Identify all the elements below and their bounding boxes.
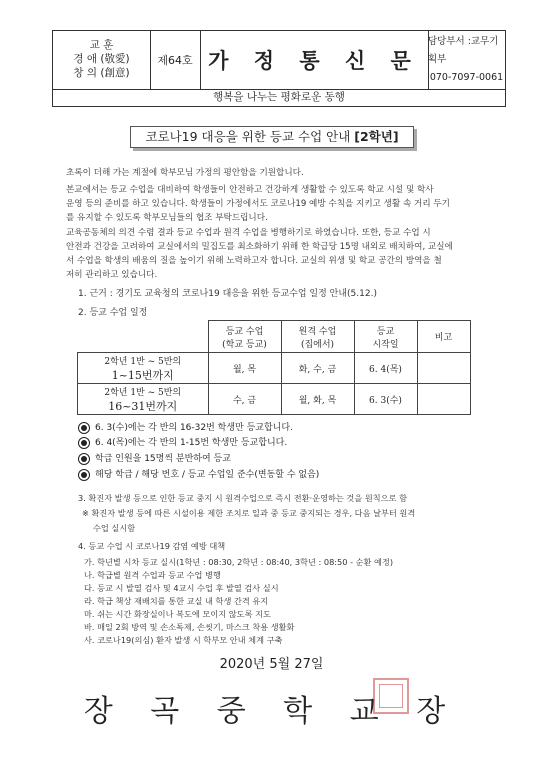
item-3-note-line1: ※ 확진자 발생 등에 따른 시설이용 제한 조치로 일과 중 등교 중지되는 경우, 다음 날부터 원격 <box>82 508 416 518</box>
contact-department: 담당부서 :교무기획부 <box>428 36 499 65</box>
intro-line: 서 수업을 학생의 배움의 질을 높이기 위해 노력하고자 합니다. 교실의 위생 및 학교 공간의 방역을 철 <box>66 256 442 267</box>
row2-remote-days: 월, 화, 목 <box>281 384 354 415</box>
filled-circle-icon <box>78 453 90 465</box>
intro-greeting: 초록이 더해 가는 계절에 학부모님 가정의 평안함을 기원합니다. <box>66 168 304 178</box>
bullet-item <box>78 420 293 434</box>
prevention-item: 바. 매일 2회 방역 및 손소독제, 손씻기, 마스크 착용 생활화 <box>84 622 295 632</box>
prevention-item: 다. 등교 시 발열 검사 및 4교시 수업 후 발열 검사 실시 <box>84 583 279 593</box>
item-3-note-line2: 수업 실시함 <box>93 523 136 533</box>
row2-group-line1: 2학년 1반 ~ 5반의 <box>104 387 182 398</box>
section-title <box>130 126 414 148</box>
motto-label: 교 훈 <box>89 39 114 51</box>
row1-start-date: 6. 4(목) <box>354 353 417 384</box>
schedule-table <box>77 320 471 415</box>
issue-date: 2020년 5월 27일 <box>219 657 324 672</box>
header-school-line1: 등교 수업 <box>225 326 264 337</box>
section-title-text: 코로나19 대응을 위한 등교 수업 안내 <box>145 129 351 144</box>
newsletter-title: 가 정 통 신 문 <box>200 31 429 89</box>
header-remote-class <box>281 321 354 353</box>
row2-group-line2: 16~31번까지 <box>108 399 178 413</box>
intro-line: 저히 관리하고 있습니다. <box>66 270 158 281</box>
prevention-item: 나. 학급별 원격 수업과 등교 수업 병행 <box>84 570 221 580</box>
item-2-schedule-heading: 2. 등교 수업 일정 <box>78 308 148 318</box>
row1-note <box>417 353 470 384</box>
table-row <box>78 384 471 415</box>
header-start-line1: 등교 <box>376 326 395 337</box>
intro-line: 운영 등의 준비를 하고 있습니다. 학생들이 가정에서도 코로나19 예방 수칙을 지키고 생활 속 거리 두기 <box>66 199 450 210</box>
intro-line: 본교에서는 등교 수업을 대비하여 학생들이 안전하고 건강하게 생활할 수 있도록 학교 시설 및 학사 <box>66 185 434 195</box>
row2-note <box>417 384 470 415</box>
row1-remote-days: 화, 수, 금 <box>281 353 354 384</box>
prevention-item: 라. 학급 책상 재배치를 통한 교실 내 학생 간격 유지 <box>84 596 269 606</box>
row2-group <box>78 384 209 415</box>
header-remote-line1: 원격 수업 <box>298 326 337 337</box>
header-school-line2: (학교 등교) <box>222 339 267 350</box>
table-header-row <box>78 321 471 353</box>
row1-group-line1: 2학년 1반 ~ 5반의 <box>104 356 182 367</box>
bullet-item <box>78 435 287 449</box>
intro-line: 교육공동체의 의견 수렴 결과 등교 수업과 원격 수업을 병행하기로 하였습니다. 또한, 등교 수업 시 <box>66 227 431 238</box>
row1-group <box>78 353 209 384</box>
header-school-attendance <box>208 321 281 353</box>
intro-line: 를 유지할 수 있도록 학부모님들의 협조 부탁드립니다. <box>66 213 268 224</box>
row1-school-days: 월, 목 <box>208 353 281 384</box>
school-motto <box>53 31 151 89</box>
prevention-item: 마. 쉬는 시간 화장실이나 복도에 모이지 않도록 지도 <box>84 609 271 619</box>
filled-circle-icon <box>78 422 90 434</box>
bullet-item <box>78 467 319 481</box>
prevention-item: 사. 코로나19(의심) 환자 발생 시 학부모 안내 체계 구축 <box>84 635 283 645</box>
contact-info <box>428 31 506 89</box>
header-note: 비고 <box>417 321 470 353</box>
bullet-text: 학급 인원을 15명씩 분반하여 등교 <box>95 454 231 464</box>
table-corner-cell <box>78 321 209 353</box>
item-3-closure: 3. 확진자 발생 등으로 인한 등교 중지 시 원격수업으로 즉시 전환·운영하는 것을 원칙으로 함 <box>78 493 407 503</box>
header-remote-line2: (집에서) <box>300 339 335 350</box>
item-1-basis: 1. 근거 : 경기도 교육청의 코로나19 대응을 위한 등교수업 일정 안내(5.12.) <box>78 289 377 299</box>
bullet-text: 6. 4(목)에는 각 반의 1-15번 학생만 등교합니다. <box>95 438 288 448</box>
motto-line-1: 경 애 (敬愛) <box>73 53 130 65</box>
item-4-prevention-heading: 4. 등교 수업 시 코로나19 감염 예방 대책 <box>78 541 226 551</box>
row1-group-line2: 1~15번까지 <box>111 368 174 382</box>
prevention-item: 가. 학년별 시차 등교 실시(1학년 : 08:30, 2학년 : 08:40, 3학년 : 08:50 - 순환 예정) <box>84 557 394 567</box>
intro-paragraph-1 <box>66 183 496 282</box>
row2-school-days: 수, 금 <box>208 384 281 415</box>
newsletter-header <box>52 30 506 90</box>
bullet-text: 6. 3(수)에는 각 반의 16-32번 학생만 등교합니다. <box>95 423 293 433</box>
principal-signature: 장 곡 중 학 교 장 <box>83 694 460 729</box>
filled-circle-icon <box>78 437 90 449</box>
section-grade: [2학년] <box>354 129 399 144</box>
issue-number: 제64호 <box>150 31 201 89</box>
official-seal-stamp <box>373 678 409 714</box>
filled-circle-icon <box>78 469 90 481</box>
bullet-item <box>78 451 231 465</box>
motto-line-2: 창 의 (創意) <box>73 67 130 79</box>
header-start-date <box>354 321 417 353</box>
header-start-line2: 시작일 <box>372 339 399 350</box>
contact-phone: 070-7097-0061 <box>429 72 504 83</box>
table-row <box>78 353 471 384</box>
intro-line: 안전과 건강을 고려하여 교실에서의 밀집도를 최소화하기 위해 한 학급당 15명 내외로 배치하여, 교실에 <box>66 241 453 252</box>
school-slogan: 행복을 나누는 평화로운 동행 <box>52 88 506 107</box>
bullet-text: 해당 학급 / 해당 번호 / 등교 수업일 준수(변동할 수 없음) <box>95 470 320 480</box>
row2-start-date: 6. 3(수) <box>354 384 417 415</box>
